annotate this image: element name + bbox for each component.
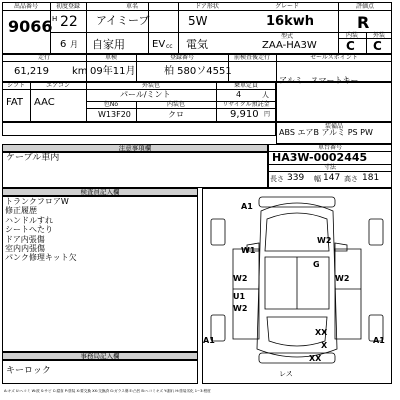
equipment-box	[276, 82, 392, 122]
year-label: 初度登録	[55, 3, 80, 10]
damage-mark: W2	[317, 236, 332, 245]
length-label: 長さ	[270, 175, 284, 183]
recycle-label: リサイクル預託金	[222, 101, 270, 108]
inspection-label: 検査員記入欄	[80, 188, 120, 196]
legend: A:キズ U:ヘコミ W:波 S:サビ C:腐食 P:塗装 X:要交換 XX:交換済 G:ガラス傷 E:凸凹 B:ヘコミキズ Y:割れ H:塗装劣化 1~3:程度	[4, 389, 211, 393]
model-label: 型式	[280, 33, 293, 40]
inspection-label: 車検	[104, 54, 117, 61]
ac: AAC	[34, 97, 55, 108]
spec-bottom-strip	[2, 122, 276, 136]
interior-label: 内装	[345, 32, 358, 39]
damage-mark: A1	[373, 336, 385, 345]
list-item: ハンドルすれ	[5, 215, 53, 225]
office-text: キーロック	[6, 366, 51, 376]
lot-no-label: 出品番号	[13, 3, 38, 10]
office-label: 事務局記入欄	[80, 352, 120, 360]
damage-mark: X	[321, 341, 328, 350]
eval-label: 評価点	[355, 3, 374, 10]
month-unit: 月	[70, 40, 78, 49]
shift: FAT	[6, 97, 24, 108]
damage-mark: W2	[335, 274, 350, 283]
damage-mark: W1	[241, 246, 256, 255]
exterior-grade: C	[373, 39, 382, 53]
notes-label: 注意事項欄	[118, 144, 152, 152]
damage-mark: XX	[315, 328, 328, 337]
usage: 自家用	[92, 38, 125, 51]
list-item: パンク修理キット欠	[5, 253, 77, 263]
car-outline	[203, 189, 391, 383]
displacement-unit: cc	[166, 43, 173, 50]
inspection: 09年11月	[90, 66, 136, 77]
interior-color: クロ	[168, 110, 184, 119]
grade-label: グレード	[274, 3, 299, 10]
damage-mark: G	[313, 260, 320, 269]
width: 147	[323, 173, 341, 183]
interior-color-label: 内装色	[166, 101, 185, 108]
door-label: ドア形状	[195, 3, 219, 10]
list-item: ドア内張傷	[5, 234, 45, 244]
width-label: 幅	[314, 175, 321, 183]
exterior-color: パール/ミント	[120, 90, 171, 99]
damage-mark: W2	[233, 304, 248, 313]
model: ZAA-HA3W	[262, 40, 317, 51]
eval-score: R	[357, 13, 370, 32]
equipment: ABS エアB アルミ PS PW	[279, 128, 373, 137]
reg-month: 6	[60, 39, 67, 50]
stamp: レス	[279, 370, 293, 378]
damage-mark: U1	[233, 292, 246, 301]
capacity: 4	[236, 90, 242, 99]
grade: 16kwh	[266, 14, 315, 29]
reg-no: 柏 580ソ4551	[164, 66, 232, 77]
ac-label: エアコン	[46, 82, 70, 89]
damage-mark: XX	[309, 354, 322, 363]
list-item: 修正履歴	[5, 206, 37, 216]
lot-no: 9066	[8, 17, 53, 36]
equipment-label: 装備品	[324, 123, 343, 130]
size-label: 寸法	[323, 164, 336, 171]
chassis-label: 車台番号	[317, 144, 342, 151]
notes-text: ケーブル車内	[6, 153, 60, 163]
inspection-header	[2, 188, 198, 196]
chassis-number: HA3W-0002445	[272, 151, 368, 164]
reg-no-label: 登録番号	[169, 54, 194, 61]
damage-mark: A1	[241, 202, 253, 211]
exterior-color-label: 外装色	[141, 82, 160, 89]
reg-year: 22	[60, 14, 78, 30]
length: 339	[287, 173, 305, 183]
list-item: 室内内張傷	[5, 244, 45, 254]
era-letter: H	[52, 15, 58, 23]
notes-header	[2, 144, 268, 152]
prior-inspection-label: 前検査後走行	[233, 54, 270, 61]
interior-grade: C	[346, 39, 355, 53]
car-name: アイミーブ	[96, 14, 150, 27]
mileage-label: 走行	[37, 54, 50, 61]
recycle: 9,910	[230, 109, 259, 120]
list-item: トランクフロアW	[5, 197, 69, 206]
sales-point: アルミ スマートキー	[279, 76, 359, 85]
door: 5W	[188, 14, 208, 28]
damage-mark: A1	[203, 336, 215, 345]
damage-mark: W2	[233, 274, 248, 283]
sales-point-label: セールスポイント	[310, 54, 358, 61]
list-item: シートへたり	[5, 225, 53, 235]
mileage-unit: km	[72, 66, 88, 77]
car-name-label: 車名	[125, 3, 138, 10]
office-header	[2, 352, 198, 360]
mileage: 61,219	[14, 66, 49, 77]
color-no: W13F20	[98, 110, 131, 119]
fuel: 電気	[186, 38, 208, 51]
height: 181	[362, 173, 380, 183]
recycle-unit: 円	[264, 111, 271, 118]
shift-label: シフト	[6, 82, 25, 89]
capacity-unit: 人	[262, 91, 269, 99]
exterior-label: 外装	[372, 32, 385, 39]
capacity-label: 乗車定員	[233, 82, 258, 89]
height-label: 高さ	[344, 175, 358, 183]
fuel-type: EV	[152, 39, 166, 50]
inspection-list	[5, 197, 77, 263]
color-no-label: 色No	[103, 101, 119, 108]
equipment-strip	[276, 122, 392, 144]
car-diagram	[202, 188, 392, 384]
